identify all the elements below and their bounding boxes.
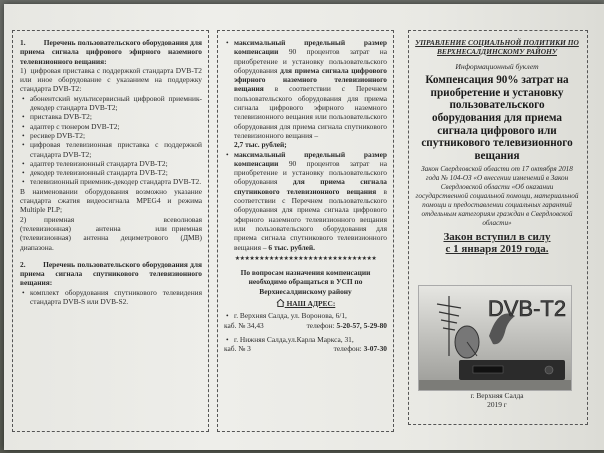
mpeg4-note: В наименовании оборудования возможно указание стандарта сжатия видеосигнала MPEG4 и режима Multiple PLP;	[20, 186, 202, 215]
list-item: • ресивер DVB-T2;	[30, 131, 202, 140]
list-item: • телевизионный приемник-декодер стандарта DVB-T2.	[30, 177, 202, 186]
max-limit-label: максимальный предельный размер компенсации	[234, 149, 387, 168]
office-number: каб. № 34,43	[224, 320, 264, 330]
law-reference: Закон Свердловской области от 17 октября 2018 года № 104-ОЗ «О внесении изменений в Закон Свердловской области «Об оказании государственной социальной помощи, материальной помощи и предоставлении социальных гарантий отдельным категориям граждан в Свердловской области»	[415, 165, 579, 228]
list-item: • абонентский мультисервисный цифровой приемник-декодер стандарта DVB-T2;	[30, 94, 202, 113]
item-2-antenna: 2) приемная всеволновая (телевизионная) антенна или приемная (телевизионная) антенна дециметрового (ДМВ) диапазона.	[20, 214, 202, 252]
max-limit-label: максимальный предельный размер компенсации	[234, 38, 387, 57]
phone-number: 3-07-30	[363, 344, 387, 354]
year: 2019 г	[487, 400, 507, 410]
terrestrial-label: для приема сигнала цифрового эфирного наземного телевизионного вещания	[234, 65, 387, 94]
set-top-box-icon	[459, 360, 565, 380]
list-item: • декодер телевизионный стандарта DVB-T2;	[30, 168, 202, 177]
compensation-item-satellite	[234, 150, 387, 252]
address-item	[234, 335, 387, 344]
address-line: г. Верхняя Салда, ул. Воронова, 6/1,	[234, 311, 347, 321]
list-item: • адаптер телевизионный стандарта DVB-T2;	[30, 159, 202, 168]
law-effective-line-1: Закон вступил в силу	[443, 231, 551, 244]
address-heading	[224, 299, 387, 308]
column-3	[414, 38, 580, 284]
phone-line	[334, 344, 387, 353]
address-list	[224, 311, 387, 320]
compensation-item-terrestrial	[234, 38, 387, 150]
star-divider: ★★★★★★★★★★★★★★★★★★★★★★★★★★★★★	[234, 255, 377, 262]
address-2-contacts	[224, 344, 387, 353]
law-effective-line-2: с 1 января 2019 года.	[445, 243, 549, 256]
list-item: • комплект оборудования спутникового телевидения стандарта DVB-S или DVB-S2.	[30, 288, 202, 307]
section-1-title: 1. Перечень пользовательского оборудования для приема сигнала цифрового эфирного наземного телевизионного вещания:	[20, 38, 202, 66]
city: г. Верхняя Салда	[470, 391, 524, 400]
phone-label: телефон:	[306, 320, 337, 330]
address-1-contacts	[224, 321, 387, 330]
item-1-intro: 1) цифровая приставка с поддержкой стандарта DVB-T2 или иное оборудование с указанием на поддержку стандарта DVB-T2:	[20, 65, 202, 94]
address-list	[224, 335, 387, 344]
page-title: Компенсация 90% затрат на приобретение и установку пользовательского оборудования для приема сигнала цифрового или спутникового телевизионного вещания	[421, 74, 573, 162]
footer	[414, 391, 580, 410]
house-icon	[276, 299, 285, 307]
contact-title: По вопросам назначения компенсации необходимо обращаться в УСП по Верхнесалдинскому району	[240, 268, 371, 296]
list-item: • приставка DVB-T2;	[30, 112, 202, 121]
text: в соответствии с Перечнем пользовательского оборудования для приема сигнала цифрового эфирного наземного телевизионного вещания или пользовательского оборудования для приема сигнала спутникового телевизионного вещания –	[234, 84, 387, 140]
booklet-label: Информационный буклет	[455, 62, 539, 71]
text: 90 процентов затрат на приобретение и установку пользовательского оборудования	[234, 158, 387, 187]
text: 90 процентов затрат на приобретение и установку пользовательского оборудования	[234, 47, 387, 75]
section-2-title: 2. Перечень пользовательского оборудования для приема сигнала спутникового телевизионного вещания:	[20, 259, 202, 288]
amount-satellite: 6 тыс. рублей.	[268, 242, 315, 252]
column-1	[20, 38, 202, 426]
phone-number: 5-20-57, 5-29-80	[336, 320, 387, 330]
phone-label: телефон:	[333, 344, 364, 354]
address-item	[234, 311, 387, 320]
column-2	[224, 38, 387, 426]
text: в соответствии с Перечнем пользовательского оборудования для приема сигнала цифрового эфирного наземного телевизионного вещания или пользовательского оборудования для приема сигнала спутникового телевизионного вещания –	[234, 186, 387, 252]
dvb-t2-list	[20, 94, 202, 187]
dvb-equipment-photo	[418, 285, 572, 391]
satellite-label: для приема сигнала спутникового телевизионного вещания	[234, 177, 387, 196]
satellite-dish-icon	[455, 326, 479, 358]
dvb-scene-illustration	[419, 286, 571, 390]
list-item: • цифровая телевизионная приставка с поддержкой стандарта DVB-T2;	[30, 140, 202, 159]
dvb-logo: DVB-T2	[487, 296, 567, 321]
phone-line	[307, 321, 387, 330]
compensation-list	[224, 38, 387, 252]
address-line: г. Нижняя Салда,ул.Карла Маркса, 31,	[234, 334, 354, 344]
address-label: НАШ АДРЕС:	[286, 299, 336, 309]
amount-terrestrial: 2,7 тыс. рублей;	[234, 140, 287, 150]
organization-name: УПРАВЛЕНИЕ СОЦИАЛЬНОЙ ПОЛИТИКИ ПО ВЕРХНЕСАЛДИНСКОМУ РАЙОНУ	[415, 38, 579, 56]
list-item: • адаптер с тюнером DVB-T2;	[30, 122, 202, 131]
satellite-list	[20, 288, 202, 307]
office-number: каб. № 3	[224, 344, 251, 354]
